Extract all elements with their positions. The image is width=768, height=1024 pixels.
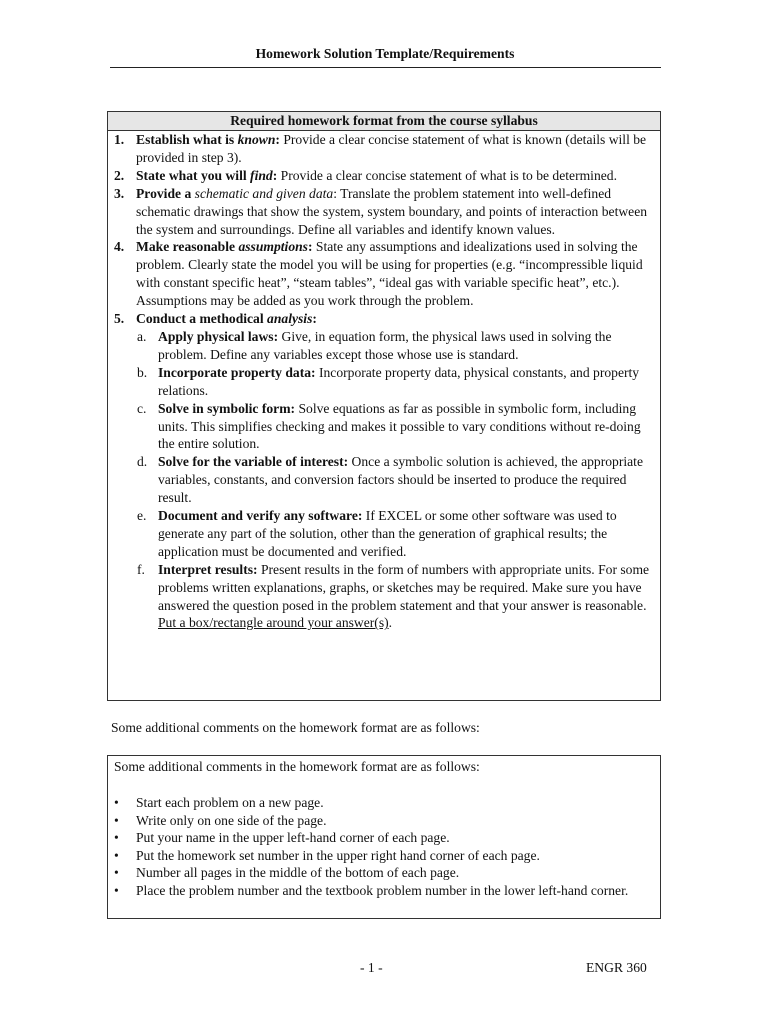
- step-item-3: [108, 185, 660, 239]
- substep-letter: c.: [137, 400, 147, 416]
- step-bold: Provide a: [136, 185, 195, 201]
- step-item-4: [108, 238, 660, 310]
- bullet-glyph: •: [114, 830, 119, 845]
- step-colon: :: [333, 185, 337, 201]
- substep-bold: Solve for the variable of interest:: [158, 454, 349, 470]
- syllabus-format-box: [107, 111, 661, 701]
- step-number: 3.: [114, 185, 125, 201]
- substep-text: Present results in the form of numbers with appropriate units. For some problems written explanations, graphs, or sketches may be required. Make sure you have answered the question posed in the problem statement and that your answer is reasonable.: [158, 561, 650, 613]
- step-number: 5.: [114, 311, 125, 327]
- step-colon: :: [312, 311, 317, 327]
- bullet-text: Write only on one side of the page.: [136, 812, 327, 828]
- bullet-glyph: •: [114, 795, 119, 810]
- bullet-glyph: •: [114, 812, 119, 828]
- bullet-item: [114, 794, 654, 812]
- substep-text: Solve equations as far as possible in symbolic form, including units. This simplifies checking and makes it possible to vary conditions without re-doing the entire solution.: [158, 400, 641, 452]
- substep-bold: Interpret results:: [158, 561, 258, 577]
- footer-course-code: ENGR 360: [586, 960, 647, 975]
- substep-bold: Incorporate property data:: [158, 364, 316, 380]
- step-colon: :: [275, 132, 280, 147]
- step-item-5: [108, 310, 660, 328]
- substep-text: If EXCEL or some other software was used to generate any part of the solution, other than the generation of graphical results; the application must be documented and verified.: [158, 508, 617, 559]
- substep-bold: Document and verify any software:: [158, 508, 363, 524]
- additional-comments-paragraph: Some additional comments on the homework format are as follows:: [111, 720, 480, 735]
- step-number: 1.: [114, 132, 125, 147]
- bullet-glyph: •: [114, 847, 119, 863]
- substep-text: Once a symbolic solution is achieved, the appropriate variables, constants, and conversion factors should be inserted to produce the required result.: [158, 454, 643, 506]
- step-italic: analysis: [267, 311, 313, 327]
- substep-item-f: [108, 561, 660, 633]
- substep-letter: e.: [137, 508, 147, 524]
- step-colon: :: [272, 167, 278, 183]
- bullet-text: Start each problem on a new page.: [136, 795, 324, 810]
- substep-item-e: [108, 507, 660, 561]
- step-text: Provide a clear concise statement of what is known (details will be provided in step 3).: [136, 132, 647, 165]
- bullet-item: [114, 812, 654, 830]
- additional-comments-box: [107, 755, 661, 919]
- step-number: 4.: [114, 239, 125, 255]
- page-header-title: Homework Solution Template/Requirements: [255, 46, 515, 61]
- step-number: 2.: [114, 167, 125, 183]
- substep-end: .: [388, 615, 393, 631]
- substep-item-c: [108, 400, 660, 454]
- substep-bold: Solve in symbolic form:: [158, 400, 296, 416]
- bullet-text: Put your name in the upper left-hand corner of each page.: [136, 830, 450, 845]
- bullet-item: [114, 864, 654, 882]
- step-item-2: [108, 167, 660, 185]
- header-rule: [110, 67, 661, 68]
- step-text: State any assumptions and idealizations used in solving the problem. Clearly state the model you will be using for properties (e.g. “incompressible liquid with constant specific heat”, “steam tables”, “ideal gas with variable specific heat”, etc.). Assumptions may be added as you work through the problem.: [136, 239, 643, 309]
- step-italic: known: [237, 132, 276, 147]
- bullet-text: Place the problem number and the textbook problem number in the lower left-hand corner.: [136, 882, 629, 898]
- bullet-text: Put the homework set number in the upper right hand corner of each page.: [136, 847, 540, 863]
- bullet-text: Number all pages in the middle of the bottom of each page.: [136, 865, 460, 880]
- substep-item-a: [108, 328, 660, 364]
- step-bold: Establish what is: [136, 132, 238, 147]
- substep-letter: d.: [137, 454, 148, 470]
- step-bold: State what you will: [136, 167, 251, 183]
- step-text: Translate the problem statement into well-defined schematic drawings that show the system, system boundary, and points of interaction between the system and surroundings. Define all variables and identify known values.: [136, 185, 648, 237]
- bullet-item: [114, 882, 654, 900]
- substep-letter: b.: [137, 364, 148, 380]
- substep-bold: Apply physical laws:: [158, 328, 279, 344]
- substep-item-d: [108, 453, 660, 507]
- bullet-glyph: •: [114, 882, 119, 898]
- step-bold: Make reasonable: [136, 239, 239, 255]
- format-steps-list: [108, 131, 660, 632]
- answer-box-instruction: Put a box/rectangle around your answer(s): [158, 615, 389, 631]
- bullet-glyph: •: [114, 865, 119, 880]
- bullet-item: [114, 829, 654, 847]
- substep-letter: a.: [137, 328, 147, 344]
- substep-text: Give, in equation form, the physical laws used in solving the problem. Define any variables except those whose use is standard.: [158, 328, 612, 362]
- step-item-1: [108, 131, 660, 167]
- step-italic: find: [250, 167, 273, 183]
- step-italic: schematic and given data: [194, 185, 334, 201]
- substep-text: Incorporate property data, physical constants, and property relations.: [158, 364, 640, 398]
- footer-page-number: - 1 -: [360, 960, 383, 975]
- step-colon: :: [307, 239, 313, 255]
- substep-letter: f.: [137, 561, 145, 577]
- step-text: Provide a clear concise statement of what is to be determined.: [277, 167, 617, 183]
- syllabus-box-heading: Required homework format from the course syllabus: [108, 112, 660, 131]
- step-italic: assumptions: [238, 239, 308, 255]
- bullet-item: [114, 847, 654, 865]
- step-bold: Conduct a methodical: [136, 311, 268, 327]
- substep-item-b: [108, 364, 660, 400]
- comments-box-intro: Some additional comments in the homework format are as follows:: [114, 759, 480, 774]
